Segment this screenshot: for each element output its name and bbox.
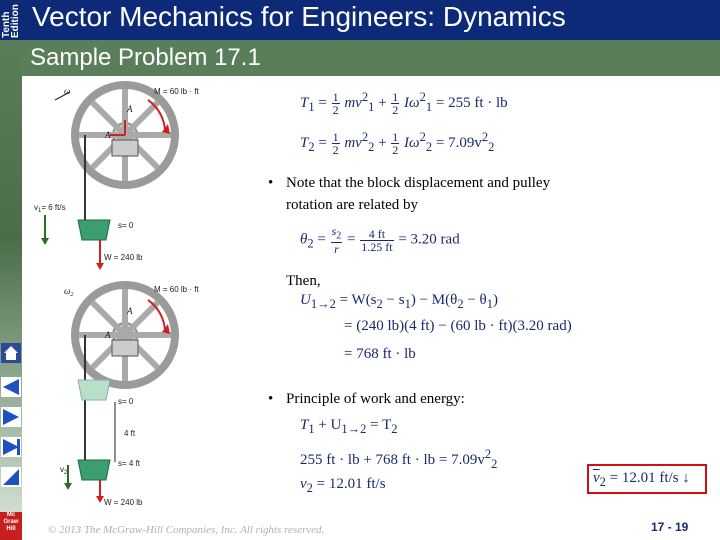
next-page-icon	[0, 406, 22, 428]
pulley-figure	[30, 80, 240, 510]
page-title: Vector Mechanics for Engineers: Dynamics	[32, 1, 566, 32]
bottom-weight-label: W = 240 lb	[104, 498, 143, 507]
copyright: © 2013 The McGraw-Hill Companies, Inc. All rights reserved.	[48, 524, 325, 536]
logo-line2: Graw	[3, 519, 19, 525]
eq-theta: $\theta_2$ = $\frac{s_2}{r}$ = $\frac{4 ft}{1.25 ft}$ = 3.20 rad	[300, 224, 460, 257]
top-s1-label: s= 0	[118, 221, 134, 230]
edition-line2: Edition	[10, 4, 21, 38]
home-icon	[0, 342, 22, 364]
page-number: 17 - 19	[651, 520, 689, 534]
bottom-dist-label: 4 ft	[124, 429, 136, 438]
bottom-pulley	[64, 285, 175, 503]
logo-line3: Hill	[6, 526, 16, 532]
edition-label	[0, 0, 20, 40]
publisher-logo	[0, 512, 22, 540]
last-page-button[interactable]	[0, 436, 22, 458]
eq-u12-line2: = (240 lb)(4 ft) − (60 lb · ft)(3.20 rad)	[344, 318, 572, 334]
bottom-ax-label: A	[105, 330, 111, 340]
eq-t2: $T_2$ = $\frac{1}{2}$ $mv^2_2$ + $\frac{1}{2}$ $I\omega^2_2 = 7.09v^2_2$	[300, 130, 495, 158]
then-label: Then,	[286, 273, 321, 289]
answer-value: $\overline{v}_2 = 12.01$ ft/s ↓	[593, 470, 690, 489]
top-ax-label: A	[105, 130, 111, 140]
end-icon	[0, 466, 22, 488]
top-omega-label: ω	[64, 86, 71, 96]
bullet-2: •	[268, 391, 274, 407]
bullet-1: •	[268, 175, 274, 191]
eq-u12-line3: = 768 ft · lb	[344, 346, 416, 362]
top-v1-label: $v_1= 6$ ft/s	[34, 203, 66, 214]
bottom-v2-label: $v_2$	[60, 465, 68, 476]
home-button[interactable]	[0, 342, 22, 364]
slide-subtitle: Sample Problem 17.1	[30, 44, 261, 71]
eq-energy-3: $v_2 = 12.01$ ft/s	[300, 476, 386, 495]
eq-t1: $T_1$ = $\frac{1}{2}$ $mv^2_1$ + $\frac{1}{2}$ $I\omega^2_1 = 255$ ft · lb	[300, 90, 508, 118]
bottom-ay-label: A	[127, 306, 133, 316]
first-page-button[interactable]	[0, 376, 22, 398]
first-page-icon	[0, 376, 22, 398]
eq-energy-1: $T_1 + U_{1\to 2} = T_2$	[300, 417, 398, 436]
last-page-icon	[0, 436, 22, 458]
eq-energy-2: 255 ft · lb + 768 ft · lb = $7.09v^2_2$	[300, 447, 498, 471]
eq-u12: $U_{1\to 2} = W(s_2 - s_1) - M(\theta_2 - \theta_1)$	[300, 292, 498, 311]
bottom-moment-label: M = 60 lb · ft	[154, 285, 199, 294]
bottom-omega-label: $\omega_2$	[64, 286, 74, 298]
top-ay-label: A	[127, 104, 133, 114]
bullet-1-line2: rotation are related by	[286, 197, 419, 213]
end-button[interactable]	[0, 466, 22, 488]
bullet-2-text: Principle of work and energy:	[286, 391, 465, 407]
bullet-1-line1: Note that the block displacement and pulley	[286, 175, 551, 191]
sidebar	[0, 40, 22, 540]
top-weight-label: W = 240 lb	[104, 253, 143, 262]
top-pulley	[41, 85, 175, 270]
bottom-s1-label: s= 0	[118, 397, 134, 406]
edition-line1: Tenth	[1, 11, 12, 38]
bottom-s2-label: s= 4 ft	[118, 459, 141, 468]
next-page-button[interactable]	[0, 406, 22, 428]
top-moment-label: M = 60 lb · ft	[154, 87, 199, 96]
logo-line1: Mc	[6, 512, 16, 518]
